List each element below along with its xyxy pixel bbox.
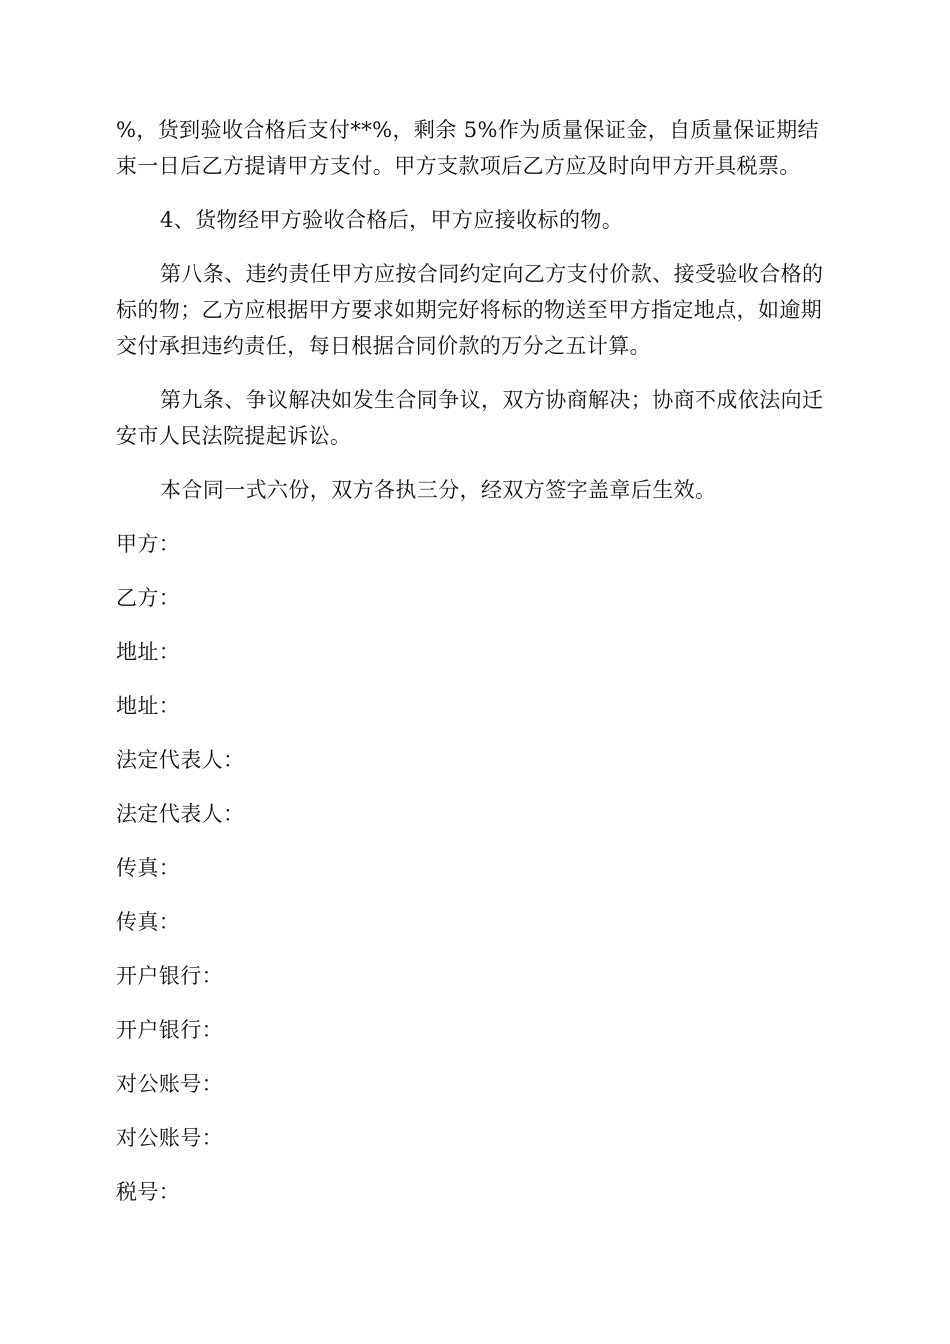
acceptance-clause: 4、货物经甲方验收合格后，甲方应接收标的物。 [160,208,624,232]
article-8-liability: 第八条、违约责任甲方应按合同约定向乙方支付价款、接受验收合格的标的物；乙方应根据甲方要求如期完好将标的物送至甲方指定地点，如逾期交付承担违约责任，每日根据合同价款的万分之五计算。 [116,262,824,358]
account-b-label: 对公账号： [116,1126,223,1150]
fax-a-label: 传真： [116,856,181,880]
bank-a-label: 开户银行： [116,964,223,988]
party-b-label: 乙方： [116,586,181,610]
contract-body [116,112,836,1228]
legal-rep-b-label: 法定代表人： [116,802,245,826]
party-a-label: 甲方： [116,532,181,556]
address-b-label: 地址： [116,694,181,718]
article-9-dispute: 第九条、争议解决如发生合同争议，双方协商解决；协商不成依法向迁安市人民法院提起诉讼。 [116,388,824,448]
fax-b-label: 传真： [116,910,181,934]
payment-terms-paragraph: %，货到验收合格后支付**%，剩余 5%作为质量保证金，自质量保证期结束一日后乙方提请甲方支付。甲方支款项后乙方应及时向甲方开具税票。 [116,118,819,178]
signature-fields [116,526,836,1210]
address-a-label: 地址： [116,640,181,664]
legal-rep-a-label: 法定代表人： [116,748,245,772]
account-a-label: 对公账号： [116,1072,223,1096]
copies-clause: 本合同一式六份，双方各执三分，经双方签字盖章后生效。 [160,478,717,502]
tax-id-label: 税号： [116,1180,181,1204]
bank-b-label: 开户银行： [116,1018,223,1042]
